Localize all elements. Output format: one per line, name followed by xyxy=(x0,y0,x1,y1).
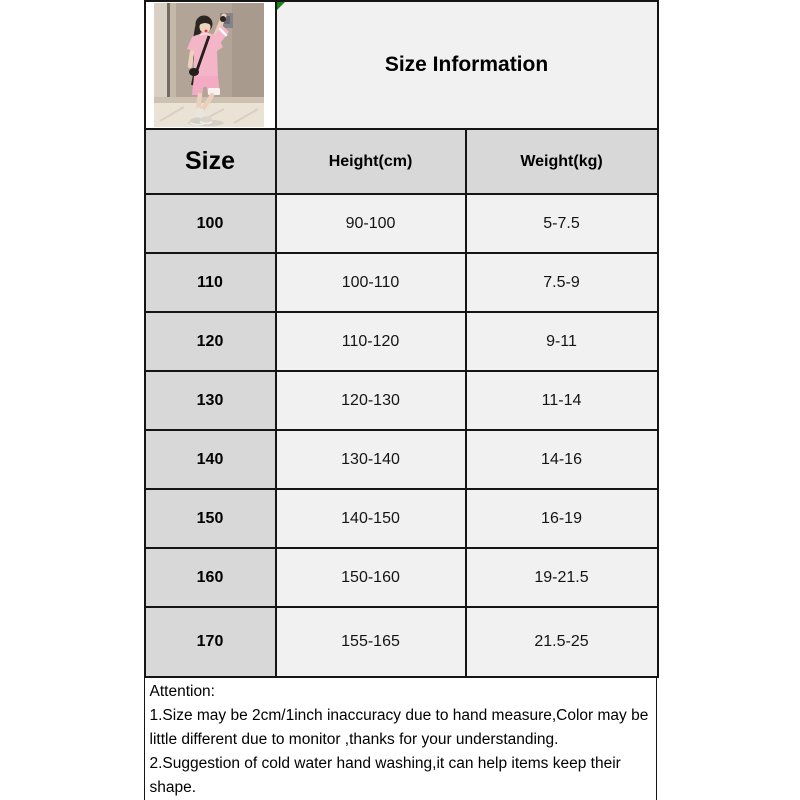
height-value: 150-160 xyxy=(276,548,466,607)
size-value: 100 xyxy=(145,194,276,253)
table-row xyxy=(145,312,658,371)
table-row xyxy=(145,371,658,430)
comment-flag-icon xyxy=(277,2,285,10)
size-value: 140 xyxy=(145,430,276,489)
weight-value: 19-21.5 xyxy=(466,548,658,607)
size-value: 120 xyxy=(145,312,276,371)
weight-value: 5-7.5 xyxy=(466,194,658,253)
size-value: 170 xyxy=(145,607,276,677)
weight-value: 16-19 xyxy=(466,489,658,548)
table-row xyxy=(145,194,658,253)
height-value: 110-120 xyxy=(276,312,466,371)
attention-heading: Attention: xyxy=(149,683,215,700)
height-value: 140-150 xyxy=(276,489,466,548)
weight-value: 14-16 xyxy=(466,430,658,489)
table-row xyxy=(145,489,658,548)
table-row xyxy=(145,430,658,489)
attention-box xyxy=(144,678,657,800)
table-row xyxy=(145,253,658,312)
table-row xyxy=(145,548,658,607)
weight-value: 7.5-9 xyxy=(466,253,658,312)
height-value: 90-100 xyxy=(276,194,466,253)
photo-title-row xyxy=(145,1,658,129)
size-table xyxy=(144,0,659,678)
table-row xyxy=(145,607,658,677)
weight-value: 21.5-25 xyxy=(466,607,658,677)
height-value: 130-140 xyxy=(276,430,466,489)
weight-value: 9-11 xyxy=(466,312,658,371)
product-photo-illustration xyxy=(149,3,269,127)
height-value: 120-130 xyxy=(276,371,466,430)
title-cell xyxy=(276,1,658,129)
size-value: 160 xyxy=(145,548,276,607)
height-value: 155-165 xyxy=(276,607,466,677)
table-header-row xyxy=(145,129,658,194)
size-value: 110 xyxy=(145,253,276,312)
product-photo-cell xyxy=(145,1,276,129)
weight-value: 11-14 xyxy=(466,371,658,430)
attention-note: 2.Suggestion of cold water hand washing,it can help items keep their shape. xyxy=(149,755,621,796)
page-title: Size Information xyxy=(384,53,549,76)
size-value: 150 xyxy=(145,489,276,548)
column-header-weight: Weight(kg) xyxy=(466,129,658,194)
size-value: 130 xyxy=(145,371,276,430)
size-chart-sheet xyxy=(144,0,657,800)
column-header-height: Height(cm) xyxy=(276,129,466,194)
column-header-size: Size xyxy=(145,129,276,194)
height-value: 100-110 xyxy=(276,253,466,312)
attention-note: 1.Size may be 2cm/1inch inaccuracy due to hand measure,Color may be little different due to monitor ,thanks for your understanding. xyxy=(149,707,649,748)
